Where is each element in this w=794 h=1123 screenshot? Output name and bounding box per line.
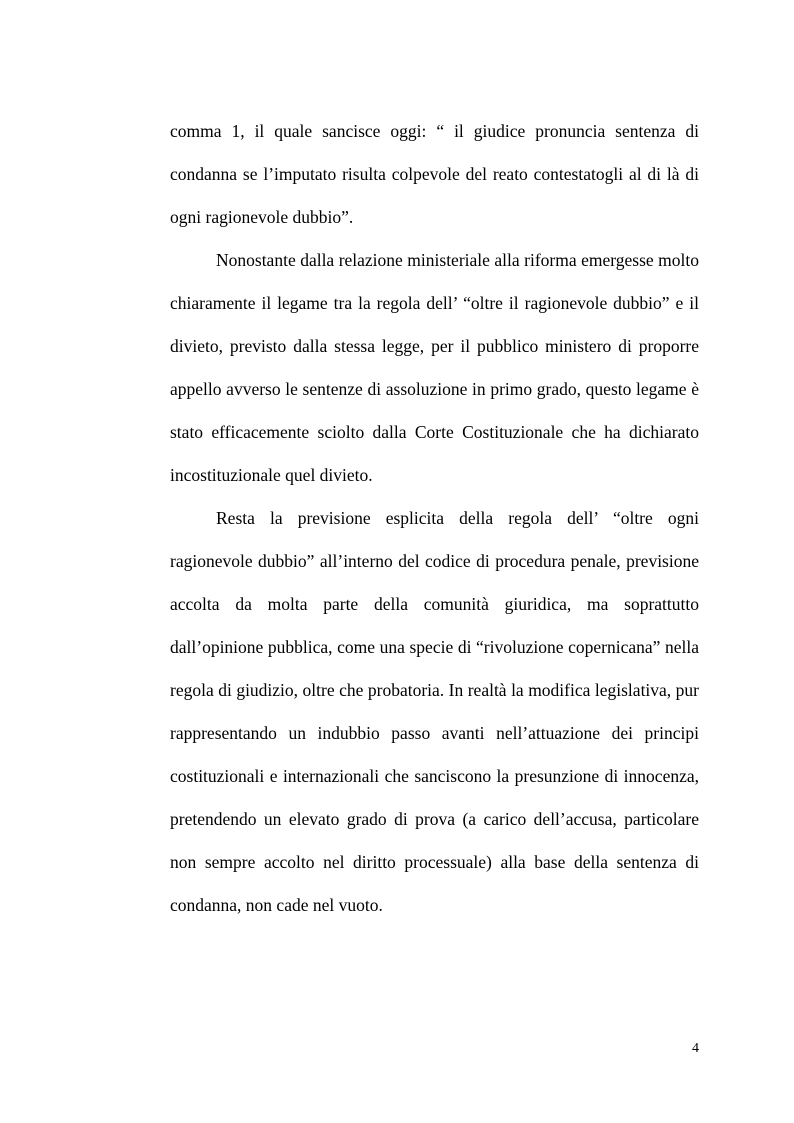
paragraph-relazione-ministeriale: Nonostante dalla relazione ministeriale alla riforma emergesse molto chiaramente il legame tra la regola dell’ “oltre il ragionevole dubbio” e il divieto, previsto dalla stessa legge, per il pubblico ministero di proporre appello avverso le sentenze di assoluzione in primo grado, questo legame è stato efficacemente sciolto dalla Corte Costituzionale che ha dichiarato incostituzionale quel divieto. (170, 250, 699, 485)
paragraph-continuation: comma 1, il quale sancisce oggi: “ il giudice pronuncia sentenza di condanna se l’imputato risulta colpevole del reato contestatogli al di là di ogni ragionevole dubbio”. (170, 121, 699, 227)
paragraph-previsione-esplicita: Resta la previsione esplicita della regola dell’ “oltre ogni ragionevole dubbio” all’interno del codice di procedura penale, previsione accolta da molta parte della comunità giuridica, ma soprattutto dall’opinione pubblica, come una specie di “rivoluzione copernicana” nella regola di giudizio, oltre che probatoria. In realtà la modifica legislativa, pur rappresentando un indubbio passo avanti nell’attuazione dei principi costituzionali e internazionali che sanciscono la presunzione di innocenza, pretendendo un elevato grado di prova (a carico dell’accusa, particolare non sempre accolto nel diritto processuale) alla base della sentenza di condanna, non cade nel vuoto. (170, 508, 699, 915)
page-number: 4 (692, 1041, 699, 1056)
body-text (170, 110, 699, 927)
